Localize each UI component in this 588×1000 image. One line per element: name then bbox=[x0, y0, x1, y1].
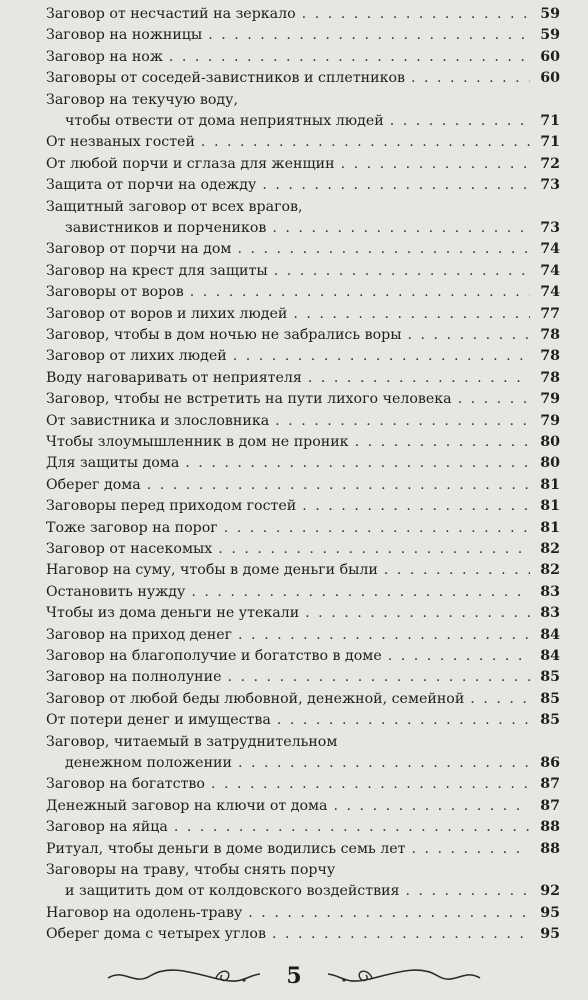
toc-entry-title: Наговор на одолень-траву bbox=[46, 904, 243, 921]
page-footer bbox=[0, 958, 588, 994]
toc-entry bbox=[46, 411, 560, 432]
toc-entry-page: 92 bbox=[540, 883, 560, 900]
dot-leader bbox=[224, 518, 530, 539]
toc-entry-page: 73 bbox=[540, 219, 560, 236]
dot-leader bbox=[302, 4, 530, 25]
dot-leader bbox=[218, 539, 530, 560]
toc-entry-page: 80 bbox=[540, 455, 560, 472]
toc-entry bbox=[46, 47, 560, 68]
toc-entry-title: Тоже заговор на порог bbox=[46, 519, 218, 536]
toc-entry-title: Заговор, чтобы в дом ночью не забрались воры bbox=[46, 327, 402, 343]
dot-leader bbox=[341, 154, 530, 175]
toc-entry-page: 84 bbox=[540, 648, 560, 664]
toc-entry-page: 85 bbox=[540, 669, 560, 686]
dot-leader bbox=[334, 796, 530, 817]
toc-entry bbox=[46, 432, 560, 453]
toc-entry bbox=[46, 582, 560, 603]
dot-leader bbox=[390, 111, 530, 132]
dot-leader bbox=[228, 667, 531, 688]
toc-entry-title-line1: Заговор на текучую воду, bbox=[46, 91, 238, 108]
toc-entry bbox=[46, 346, 560, 367]
toc-entry-title: Заговор на приход денег bbox=[46, 626, 233, 643]
toc-entry bbox=[46, 453, 560, 474]
toc-entry-title: Заговор на полнолуние bbox=[46, 669, 222, 686]
toc-entry-title: Заговор от насекомых bbox=[46, 541, 213, 557]
toc-entry-title: Заговор на благополучие и богатство в доме bbox=[46, 648, 382, 664]
dot-leader bbox=[458, 389, 530, 410]
dot-leader bbox=[208, 25, 530, 46]
toc-entry-page: 84 bbox=[540, 626, 560, 643]
toc-entry-page: 79 bbox=[540, 412, 560, 429]
toc-entry-page: 95 bbox=[540, 926, 560, 943]
toc-entry bbox=[46, 25, 560, 46]
toc-entry-title: Заговор от воров и лихих людей bbox=[46, 305, 288, 322]
dot-leader bbox=[147, 475, 530, 496]
toc-entry-page: 85 bbox=[540, 690, 560, 707]
dot-leader bbox=[211, 774, 530, 795]
toc-entry bbox=[46, 197, 560, 240]
toc-entry-page: 74 bbox=[540, 241, 560, 258]
dot-leader bbox=[384, 560, 530, 581]
toc-entry-title: Для защиты дома bbox=[46, 455, 180, 472]
dot-leader bbox=[248, 903, 530, 924]
toc-entry-title: чтобы отвести от дома неприятных людей bbox=[65, 112, 384, 129]
dot-leader bbox=[272, 218, 530, 239]
toc-entry bbox=[46, 539, 560, 560]
toc-entry bbox=[46, 903, 560, 924]
toc-entry-page: 85 bbox=[540, 712, 560, 729]
page-number: 5 bbox=[286, 963, 302, 989]
toc-entry-title-line1: Заговор, читаемый в затруднительном bbox=[46, 733, 338, 750]
toc-entry bbox=[46, 475, 560, 496]
toc-entry-page: 78 bbox=[540, 348, 560, 365]
toc-entry-title: Воду наговаривать от неприятеля bbox=[46, 369, 302, 386]
dot-leader bbox=[406, 881, 531, 902]
toc-entry-title: Заговор от лихих людей bbox=[46, 348, 227, 365]
dot-leader bbox=[262, 175, 530, 196]
toc-entry-page: 80 bbox=[540, 434, 560, 450]
toc-entry-page: 74 bbox=[540, 262, 560, 279]
dot-leader bbox=[355, 432, 530, 453]
toc-entry bbox=[46, 796, 560, 817]
toc-entry bbox=[46, 239, 560, 260]
toc-entry bbox=[46, 710, 560, 731]
toc-entry bbox=[46, 304, 560, 325]
toc-entry-page: 87 bbox=[540, 776, 560, 793]
dot-leader bbox=[238, 625, 530, 646]
toc-entry-title: От незваных гостей bbox=[46, 134, 195, 151]
toc-entry bbox=[46, 603, 560, 624]
toc-entry-page: 74 bbox=[540, 284, 560, 301]
toc-entry-page: 86 bbox=[540, 754, 560, 771]
toc-entry-title: Заговор, чтобы не встретить на пути лихого человека bbox=[46, 391, 452, 408]
dot-leader bbox=[411, 68, 530, 89]
toc-entry-page: 60 bbox=[540, 70, 560, 87]
dot-leader bbox=[388, 646, 530, 667]
dot-leader bbox=[293, 304, 530, 325]
toc-entry bbox=[46, 646, 560, 667]
toc-entry-title-line1: Заговоры на траву, чтобы снять порчу bbox=[46, 862, 336, 878]
flourish-left-icon bbox=[104, 964, 264, 988]
toc-entry-title: Чтобы злоумышленник в дом не проник bbox=[46, 434, 349, 450]
dot-leader bbox=[302, 496, 530, 517]
dot-leader bbox=[201, 132, 530, 153]
dot-leader bbox=[238, 753, 530, 774]
toc-entry bbox=[46, 667, 560, 688]
toc-entry-title: От любой порчи и сглаза для женщин bbox=[46, 155, 335, 172]
toc-entry-title: Ритуал, чтобы деньги в доме водились семь лет bbox=[46, 840, 406, 857]
toc-entry bbox=[46, 154, 560, 175]
dot-leader bbox=[191, 582, 530, 603]
toc-entry bbox=[46, 496, 560, 517]
toc-entry-title: Остановить нужду bbox=[46, 583, 186, 600]
toc-entry-title: Заговор от несчастий на зеркало bbox=[46, 6, 296, 22]
toc-entry-title: Оберег дома с четырех углов bbox=[46, 926, 266, 943]
toc-entry bbox=[46, 368, 560, 389]
toc-entry-title: Заговор от любой беды любовной, денежной, семейной bbox=[46, 690, 465, 707]
toc-entry-title: денежном положении bbox=[65, 754, 232, 771]
toc-entry-title: Заговор на яйца bbox=[46, 819, 168, 836]
flourish-right-icon bbox=[324, 964, 484, 988]
dot-leader bbox=[190, 282, 530, 303]
toc-entry-title: Заговор на ножницы bbox=[46, 27, 203, 44]
toc-entry-page: 83 bbox=[540, 605, 560, 622]
toc-entry-page: 81 bbox=[540, 476, 560, 493]
toc-entry bbox=[46, 774, 560, 795]
toc-entry-title: завистников и порчеников bbox=[65, 219, 267, 236]
toc-entry bbox=[46, 689, 560, 710]
toc-entry bbox=[46, 560, 560, 581]
toc-entry bbox=[46, 90, 560, 133]
toc-entry-title-line1: Защитный заговор от всех врагов, bbox=[46, 198, 303, 215]
toc-entry-page: 88 bbox=[540, 840, 560, 857]
toc-entry bbox=[46, 860, 560, 903]
toc-entry-title: Наговор на суму, чтобы в доме деньги были bbox=[46, 562, 378, 579]
dot-leader bbox=[308, 368, 530, 389]
toc-entry bbox=[46, 389, 560, 410]
toc-entry-page: 78 bbox=[540, 327, 560, 343]
toc-entry-page: 83 bbox=[540, 583, 560, 600]
toc-entry bbox=[46, 625, 560, 646]
toc-entry bbox=[46, 325, 560, 346]
toc-entry-title: Заговоры от воров bbox=[46, 284, 184, 301]
toc-entry-page: 78 bbox=[540, 369, 560, 386]
toc-entry bbox=[46, 175, 560, 196]
dot-leader bbox=[272, 924, 530, 945]
dot-leader bbox=[470, 689, 530, 710]
toc-entry-title: Заговор на нож bbox=[46, 48, 163, 65]
toc-entry-page: 72 bbox=[540, 155, 560, 172]
toc-entry bbox=[46, 732, 560, 775]
dot-leader bbox=[174, 817, 530, 838]
toc-entry-page: 79 bbox=[540, 391, 560, 408]
toc-entry bbox=[46, 4, 560, 25]
toc-entry-page: 82 bbox=[540, 562, 560, 579]
dot-leader bbox=[277, 710, 530, 731]
toc-entry-title: От завистника и злословника bbox=[46, 412, 270, 429]
toc-entry bbox=[46, 132, 560, 153]
dot-leader bbox=[233, 346, 530, 367]
toc-entry-page: 95 bbox=[540, 904, 560, 921]
toc-entry-title: Оберег дома bbox=[46, 476, 141, 493]
toc-entry-page: 71 bbox=[540, 134, 560, 151]
toc-entry-title: Заговор на богатство bbox=[46, 776, 205, 793]
toc-entry bbox=[46, 261, 560, 282]
toc-entry bbox=[46, 518, 560, 539]
toc-entry-title: Денежный заговор на ключи от дома bbox=[46, 797, 328, 814]
toc-entry-page: 87 bbox=[540, 797, 560, 814]
toc-entry-title: и защитить дом от колдовского воздействия bbox=[65, 883, 400, 900]
dot-leader bbox=[274, 261, 530, 282]
toc-entry-page: 60 bbox=[540, 48, 560, 65]
dot-leader bbox=[237, 239, 530, 260]
toc-entry bbox=[46, 817, 560, 838]
dot-leader bbox=[169, 47, 530, 68]
toc-entry-title: Защита от порчи на одежду bbox=[46, 177, 257, 194]
dot-leader bbox=[408, 325, 531, 346]
toc-entry-title: Заговор от порчи на дом bbox=[46, 241, 232, 258]
toc-entry-page: 59 bbox=[540, 6, 560, 22]
toc-entry-page: 82 bbox=[540, 541, 560, 557]
toc-entry-title: Заговор на крест для защиты bbox=[46, 262, 268, 279]
toc-entry bbox=[46, 282, 560, 303]
toc-entry-title: От потери денег и имущества bbox=[46, 712, 271, 729]
toc-entry bbox=[46, 839, 560, 860]
toc-entry-title: Чтобы из дома деньги не утекали bbox=[46, 605, 300, 622]
toc-entry-page: 71 bbox=[540, 112, 560, 129]
toc-entry-page: 88 bbox=[540, 819, 560, 836]
toc-entry-page: 81 bbox=[540, 498, 560, 515]
toc-entry-title: Заговоры перед приходом гостей bbox=[46, 498, 297, 515]
dot-leader bbox=[411, 839, 530, 860]
toc-entry-page: 81 bbox=[540, 519, 560, 536]
dot-leader bbox=[185, 453, 530, 474]
toc-entry-page: 73 bbox=[540, 177, 560, 194]
toc-entry-page: 59 bbox=[540, 27, 560, 44]
toc-entry-title: Заговоры от соседей-завистников и сплетников bbox=[46, 70, 405, 87]
toc-entry bbox=[46, 924, 560, 945]
dot-leader bbox=[305, 603, 530, 624]
toc-entry-page: 77 bbox=[540, 305, 560, 322]
dot-leader bbox=[275, 411, 530, 432]
toc-entry bbox=[46, 68, 560, 89]
